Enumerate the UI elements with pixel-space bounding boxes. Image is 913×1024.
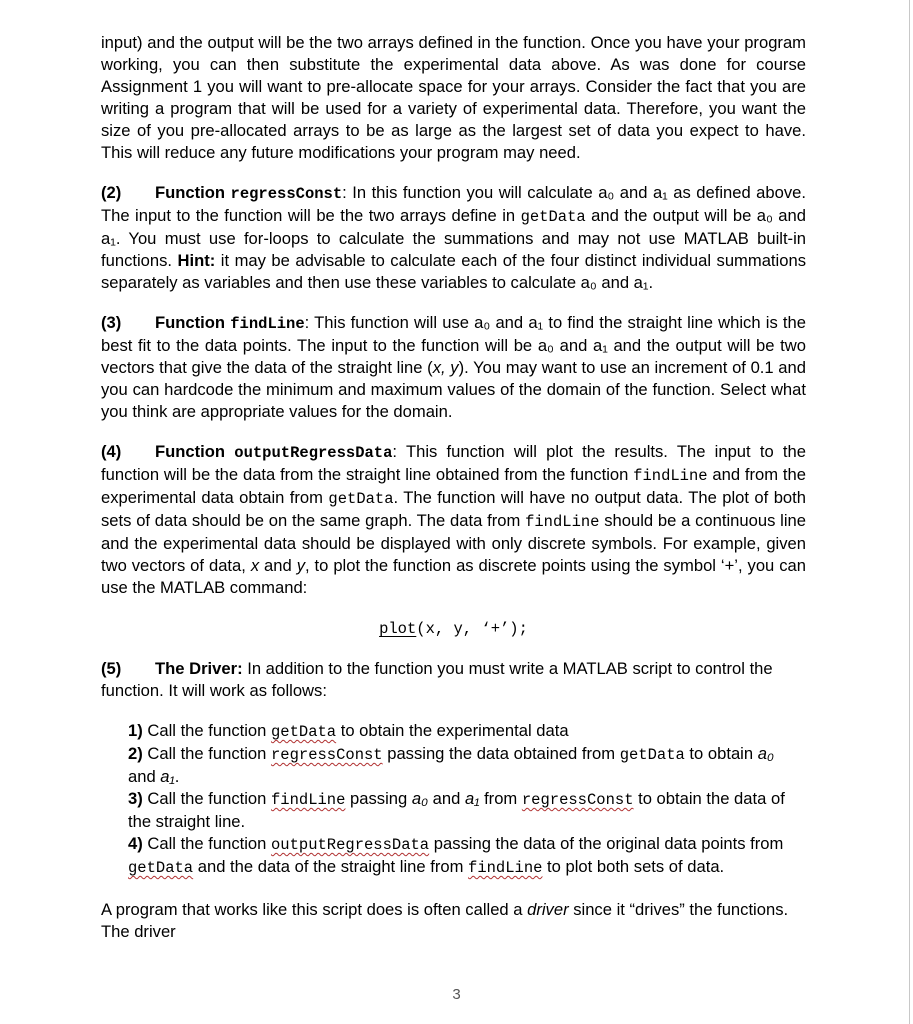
driver-step-2: 2) Call the function regressConst passing the data obtained from getData to obtain a₀ and a₁. [128,744,774,786]
hint-label: Hint: [177,251,216,270]
fn-regressConst: regressConst [230,185,343,203]
section-3-number: (3) [101,313,122,332]
driver-step-4: 4) Call the function outputRegressData passing the data of the original data points from getData and the data of the straight line from findLine to plot both sets of data. [128,834,784,877]
driver-step-3: 3) Call the function findLine passing a₀ and a₁ from regressConst to obtain the data of the straight line. [128,789,785,831]
driver-steps-list [101,720,806,879]
section-5: (5) The Driver: In addition to the function you must write a MATLAB script to control the function. It will work as follows: [101,659,773,700]
section-4: (4) Function outputRegressData: This function will plot the results. The input to the function will be the data from the straight line obtained from the function findLine and from the experimental data obtain from getData. The function will have no output data. The plot of both sets of data should be on the same graph. The data from findLine should be a continuous line and the experimental data should be displayed with only discrete symbols. For example, given two vectors of data, x and y, to plot the function as discrete points using the symbol ‘+’, you can use the MATLAB command: [101,442,806,597]
page-number: 3 [452,986,461,1003]
section-2: (2) Function regressConst: In this function you will calculate a₀ and a₁ as defined above. The input to the function will be the two arrays define in getData and the output will be a₀ and a₁. You must use for-loops to calculate the summations and may not use MATLAB built-in functions. Hint: it may be advisable to calculate each of the four distinct individual summations separately as variables and then use these variables to calculate a₀ and a₁. [101,183,807,292]
driver-step-1: 1) Call the function getData to obtain the experimental data [128,721,569,741]
section-4-number: (4) [101,442,122,461]
page-edge [909,0,910,1024]
section-3: (3) Function findLine: This function will use a₀ and a₁ to find the straight line which is the best fit to the data points. The input to the function will be a₀ and a₁ and the output will be two vectors that give the data of the straight line (x, y). You may want to use an increment of 0.1 and you can hardcode the minimum and maximum values of the domain of the function. Select what you think are appropriate values for the domain. [101,313,806,421]
intro-paragraph: input) and the output will be the two arrays defined in the function. Once you have your program working, you can then substitute the experimental data above. As was done for course Assignment 1 you will want to pre-allocate space for your arrays. Consider the fact that you are writing a program that will be used for a variety of experimental data. Therefore, you want the size of you pre-allocated arrays to be as large as the largest set of data you expect to have. This will reduce any future modifications your program may need. [101,33,806,162]
document-page [101,32,806,943]
section-2-number: (2) [101,183,122,202]
final-paragraph: A program that works like this script does is often called a driver since it “drives” the functions. The driver [101,900,789,941]
plot-command-fn: plot [379,620,417,638]
plot-command [101,617,806,640]
plot-command-args: (x, y, ‘+’); [416,620,528,638]
section-5-number: (5) [101,659,122,678]
fn-findLine: findLine [230,315,305,333]
fn-outputRegressData: outputRegressData [234,444,393,462]
